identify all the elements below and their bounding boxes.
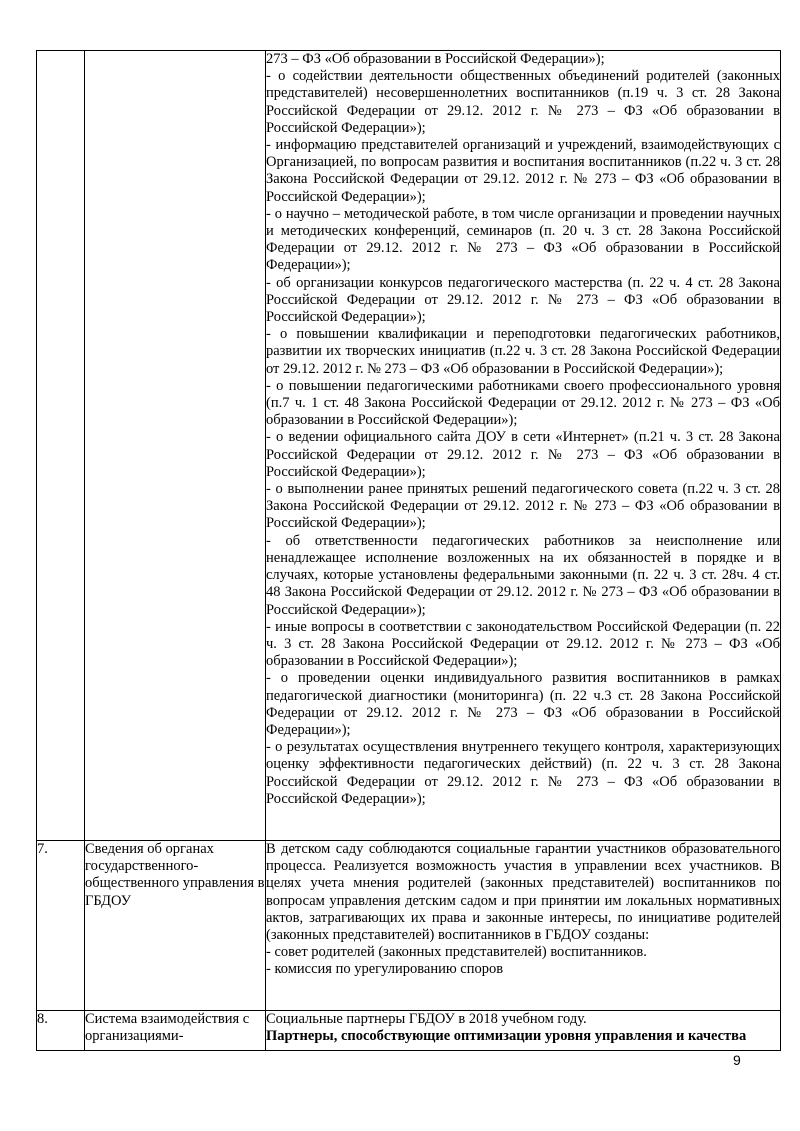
row-number: 8. (37, 1011, 85, 1051)
content-paragraph: - о повышении педагогическими работниками своего профессионального уровня (п.7 ч. 1 ст. 48 Закона Российской Федерации от 29.12. 2012 г. № 273 – ФЗ «Об образовании в Российской Федерации»); (266, 377, 780, 429)
title-cell (85, 51, 266, 841)
content-paragraph: - о ведении официального сайта ДОУ в сети «Интернет» (п.21 ч. 3 ст. 28 Закона Российской Федерации от 29.12. 2012 г. № 273 – ФЗ «Об образовании в Российской Федерации»); (266, 429, 780, 480)
content-paragraph: - об ответственности педагогических работников за неисполнение или ненадлежащее исполнение возложенных на их обязанностей в порядке и в случаях, которые установлены федеральными законными (п. 22 ч. 3 ст. 28ч. 4 ст. 48 Закона Российской Федерации от 29.12. 2012 г. № 273 – ФЗ «Об образовании в Российской Федерации»); (266, 532, 780, 618)
content-paragraph: - иные вопросы в соответствии с законодательством Российской Федерации (п. 22 ч. 3 ст. 28 Закона Российской Федерации от 29.12. 2012 г. № 273 – ФЗ «Об образовании в Российской Федерации»); (266, 618, 780, 670)
content-paragraph: - о проведении оценки индивидуального развития воспитанников в рамках педагогической диагностики (мониторинга) (п. 22 ч.3 ст. 28 Закона Российской Федерации от 29.12. 2012 г. № 273 – ФЗ «Об образовании в Российской Федерации»); (266, 670, 780, 738)
row-number: 7. (37, 841, 85, 1011)
content-paragraph: - о результатах осуществления внутреннего текущего контроля, характеризующих оценку эффективности педагогических действий) (п. 22 ч. 3 ст. 28 Закона Российской Федерации от 29.12. 2012 г. № 273 – ФЗ «Об образовании в Российской Федерации»); (266, 739, 780, 807)
content-cell (266, 1011, 781, 1051)
content-paragraph: - об организации конкурсов педагогического мастерства (п. 22 ч. 4 ст. 28 Закона Российской Федерации от 29.12. 2012 г. № 273 – ФЗ «Об образовании в Российской Федерации»); (266, 274, 780, 326)
row-title: Сведения об органах государственного-общественного управления в ГБДОУ (85, 841, 266, 1011)
content-paragraph: - о содействии деятельности общественных объединений родителей (законных представителей) несовершеннолетних воспитанников (п.19 ч. 3 ст. 28 Закона Российской Федерации от 29.12. 2012 г. № 273 – ФЗ «Об образовании в Российской Федерации»); (266, 68, 780, 136)
content-paragraph: - о выполнении ранее принятых решений педагогического совета (п.22 ч. 3 ст. 28 Закона Российской Федерации от 29.12. 2012 г. № 273 – ФЗ «Об образовании в Российской Федерации»); (266, 481, 780, 532)
content-paragraph: - о повышении квалификации и переподготовки педагогических работников, развитии их творческих инициатив (п.22 ч. 3 ст. 28 Закона Российской Федерации от 29.12. 2012 г. № 273 – ФЗ «Об образовании в Российской Федерации»); (266, 326, 780, 377)
content-cell (266, 841, 781, 1011)
content-paragraph: - о научно – методической работе, в том числе организации и проведении научных и методических конференций, семинаров (п. 20 ч. 3 ст. 28 Закона Российской Федерации от 29.12. 2012 г. № 273 – ФЗ «Об образовании в Российской Федерации»); (266, 205, 780, 274)
table-row-continued (37, 51, 781, 841)
content-paragraph: В детском саду соблюдаются социальные гарантии участников образовательного процесса. Реализуется возможность участия в управлении всех участников. В целях учета мнения родителей (законных представителей) воспитанников по вопросам управления детским садом и при принятии им локальных нормативных актов, затрагивающих их права и законные интересы, по инициативе родителей (законных представителей) воспитанников в ГБДОУ созданы: (266, 841, 780, 944)
content-paragraph: - комиссия по урегулированию споров (266, 961, 504, 978)
row-title: Система взаимодействия с организациями- (85, 1011, 266, 1051)
content-paragraph: Социальные партнеры ГБДОУ в 2018 учебном году. (266, 1011, 587, 1027)
table-row-7 (37, 841, 781, 1011)
content-paragraph: - информацию представителей организаций и учреждений, взаимодействующих с Организацией, по вопросам развития и воспитания воспитанников (п.22 ч. 3 ст. 28 Закона Российской Федерации от 29.12. 2012 г. № 273 – ФЗ «Об образовании в Российской Федерации»); (266, 137, 780, 205)
table-row-8 (37, 1011, 781, 1051)
page-number: 9 (733, 1052, 741, 1068)
content-paragraph: 273 – ФЗ «Об образовании в Российской Федерации»); (266, 51, 605, 67)
content-cell (266, 51, 781, 841)
number-cell (37, 51, 85, 841)
info-table (36, 50, 781, 1051)
content-paragraph: - совет родителей (законных представителей) воспитанников. (266, 944, 647, 961)
bold-heading: Партнеры, способствующие оптимизации уровня управления и качества (266, 1028, 747, 1045)
